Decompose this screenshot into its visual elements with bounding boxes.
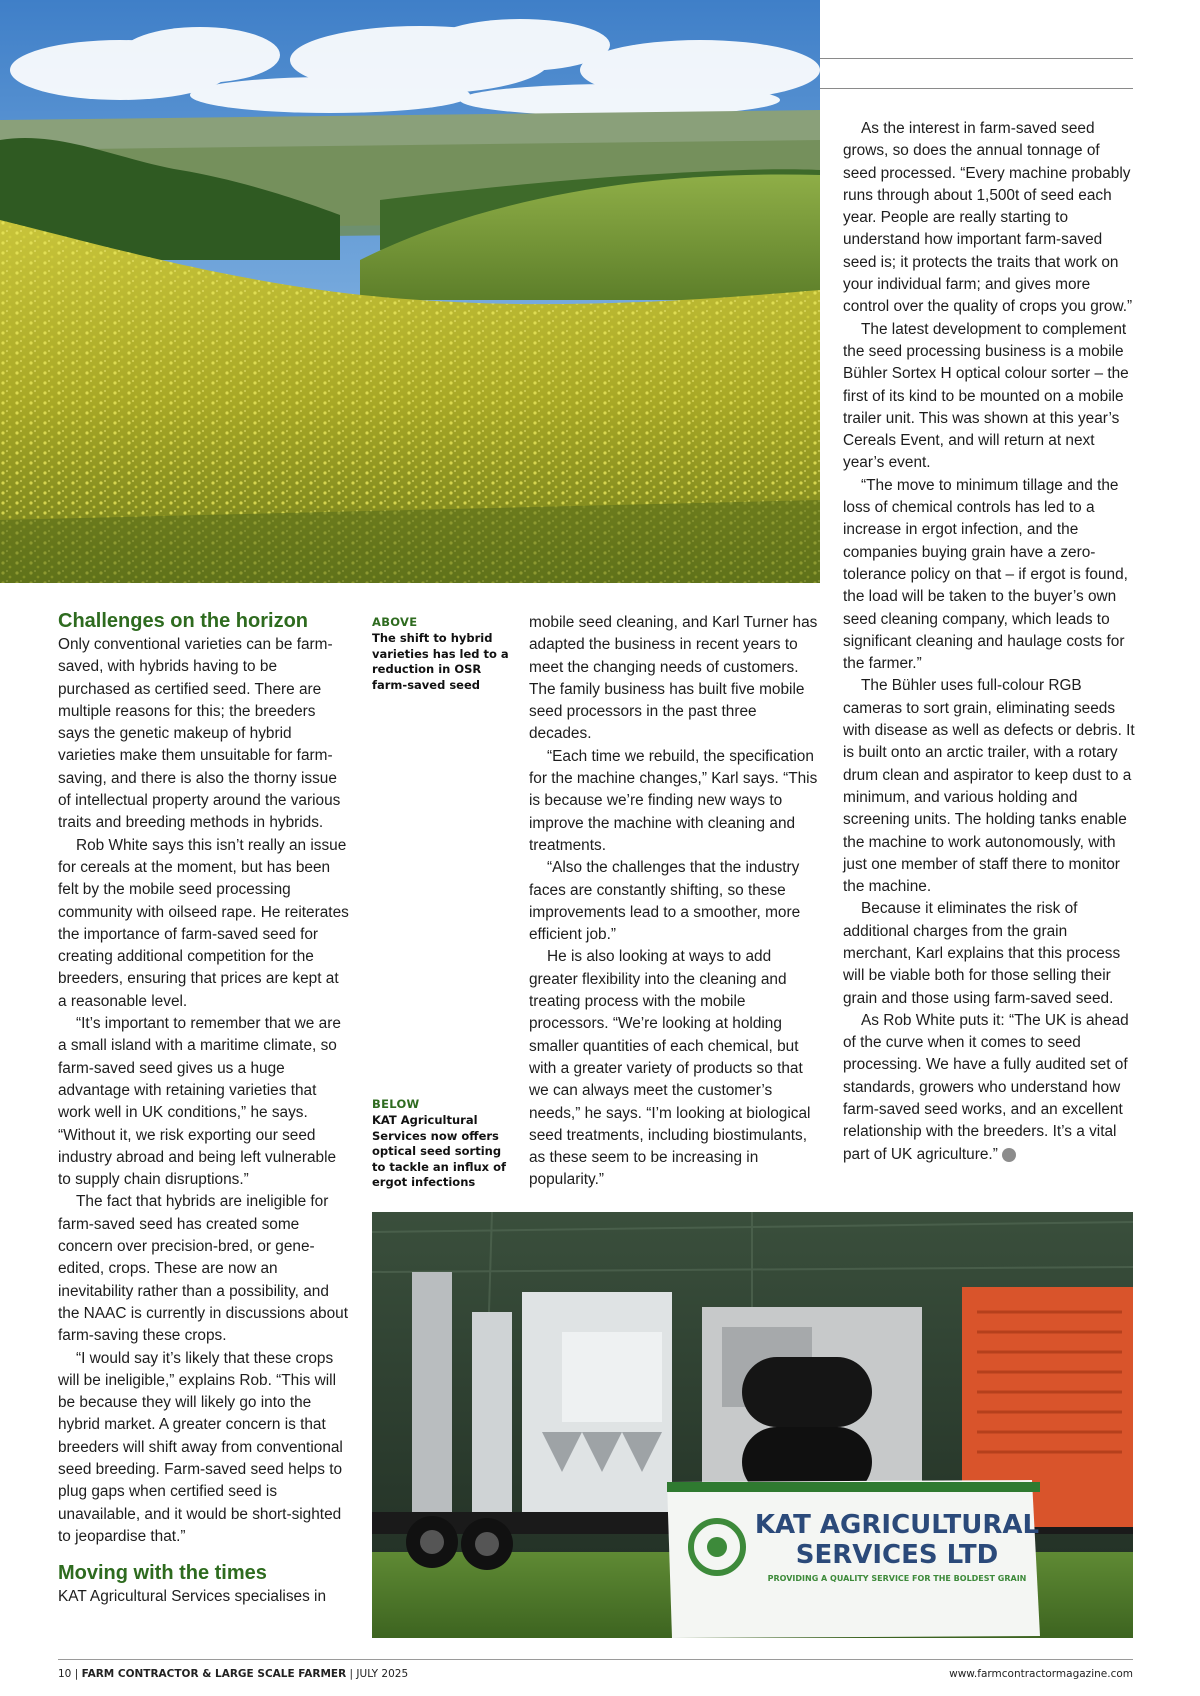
section-heading-moving: Moving with the times [58, 1562, 267, 1585]
paragraph: KAT Agricultural Services specialises in [58, 1588, 327, 1606]
column-1 [58, 608, 350, 1608]
publication-name: FARM CONTRACTOR & LARGE SCALE FARMER [81, 1668, 347, 1680]
paragraph: The latest development to complement the seed processing business is a mobile Bühler Sortex H optical colour sorter – the first of its kind to be mounted on a mobile trailer unit. This was shown at this year’s Cereals Event, and will return at next year’s event. [843, 320, 1129, 472]
caption-label-below: BELOW [372, 1097, 420, 1111]
page-number: 10 [58, 1668, 72, 1680]
banner-line-2: SERVICES LTD [795, 1540, 999, 1570]
banner-line-3: PROVIDING A QUALITY SERVICE FOR THE BOLDEST GRAIN [767, 1574, 1027, 1583]
banner-line-1: KAT AGRICULTURAL [754, 1510, 1040, 1540]
paragraph: He is also looking at ways to add greater flexibility into the cleaning and treating process with the mobile processors. “We’re looking at holding smaller quantities of each chemical, but with a greater variety of products so that we can always meet the customer’s needs,” he says. “I’m looking at biological seed treatments, including biostimulants, as these seem to be increasing in popularity.” [529, 948, 811, 1189]
footer-rule [58, 1659, 1133, 1660]
column-4 [843, 118, 1135, 1166]
paragraph: As the interest in farm-saved seed grows, so does the annual tonnage of seed processed. “Every machine probably runs through about 1,500t of seed each year. People are really starting to understand how important farm-saved seed is; it protects the traits that work on your individual farm; and gives more control over the quality of crops you grow.” [843, 120, 1133, 316]
caption-text-below: KAT Agricultural Services now offers optical seed sorting to tackle an influx of ergot infections [372, 1113, 506, 1189]
rapeseed-field-photo [0, 0, 820, 583]
paragraph: Because it eliminates the risk of additional charges from the grain merchant, Karl explains that this process will be viable both for those selling their grain and those using farm-saved seed. [843, 900, 1121, 1007]
footer-url[interactable]: www.farmcontractormagazine.com [949, 1668, 1133, 1680]
banner-text [752, 1510, 1042, 1583]
caption-text-above: The shift to hybrid varieties has led to a reduction in OSR farm-saved seed [372, 631, 509, 692]
footer-separator: | [74, 1668, 79, 1680]
footer-separator: | [349, 1668, 354, 1680]
end-mark-icon [1002, 1148, 1016, 1162]
paragraph: The Bühler uses full-colour RGB cameras to sort grain, eliminating seeds with disease as well as defects or debris. It is built onto an arctic trailer, with a rotary drum clean and aspirator to keep dust to a minimum, and various holding and screening units. The holding tanks enable the machine to work autonomously, with just one member of staff there to monitor the machine. [843, 677, 1135, 896]
paragraph-text: As Rob White puts it: “The UK is ahead of the curve when it comes to seed processing. We have a fully audited set of standards, growers who understand how farm-saved seed works, and an excellent relationship with the breeders. It’s a vital part of UK agriculture.” [843, 1011, 1129, 1163]
header-rule-bottom [820, 88, 1133, 89]
footer-left [58, 1668, 408, 1680]
caption-above [372, 615, 510, 693]
paragraph: Rob White says this isn’t really an issue for cereals at the moment, but has been felt by the mobile seed processing community with oilseed rape. He reiterates the importance of farm-saved seed for creating additional competition for the breeders, ensuring that prices are kept at a reasonable level. [58, 836, 349, 1010]
paragraph: “Also the challenges that the industry faces are constantly shifting, so these improvements lead to a smoother, more efficient job.” [529, 859, 801, 944]
caption-label-above: ABOVE [372, 615, 418, 629]
paragraph: “I would say it’s likely that these crops will be ineligible,” explains Rob. “This will be because they will likely go into the hybrid market. A greater concern is that breeders will shift away from conventional seed breeding. Farm-saved seed helps to plug gaps when certified seed is unavailable, and it would be short-sighted to jeopardise that.” [58, 1349, 343, 1545]
section-heading-challenges: Challenges on the horizon [58, 610, 309, 632]
column-3 [529, 612, 823, 1192]
paragraph [843, 1010, 1135, 1166]
paragraph: “It’s important to remember that we are a small island with a maritime climate, so farm-saved seed gives us a huge advantage with retaining varieties that work well in UK conditions,” he says. “Without it, we risk exporting our seed industry abroad and being left vulnerable to supply chain disruptions.” [58, 1015, 341, 1189]
landscape-illustration [0, 0, 820, 583]
paragraph: “Each time we rebuild, the specification for the machine changes,” Karl says. “This is because we’re finding new ways to improve the machine with cleaning and treatments. [529, 747, 818, 854]
caption-below [372, 1097, 510, 1191]
paragraph: Only conventional varieties can be farm-saved, with hybrids having to be purchased as certified seed. There are multiple reasons for this; the breeders says the genetic makeup of hybrid varieties make them unsuitable for farm-saving, and there is also the thorny issue of intellectual property around the various traits and breeding methods in hybrids. [58, 636, 341, 832]
header-rule-top [820, 58, 1133, 59]
paragraph: The fact that hybrids are ineligible for farm-saved seed has created some concern over precision-bred, or gene-edited, crops. These are now an inevitability rather than a possibility, and the NAAC is currently in discussions about farm-saving these crops. [58, 1193, 348, 1345]
issue-date: JULY 2025 [356, 1668, 409, 1680]
paragraph: mobile seed cleaning, and Karl Turner has adapted the business in recent years to meet the changing needs of customers. The family business has built five mobile seed processors in the past three decades. [529, 614, 818, 743]
seed-sorter-trailer-photo [372, 1212, 1133, 1638]
paragraph: “The move to minimum tillage and the loss of chemical controls has led to a increase in ergot infection, and the companies buying grain have a zero-tolerance policy on that – if ergot is found, the load will be taken to the buyer’s own seed cleaning company, which leads to significant cleaning and haulage costs for the farmer.” [843, 476, 1128, 673]
